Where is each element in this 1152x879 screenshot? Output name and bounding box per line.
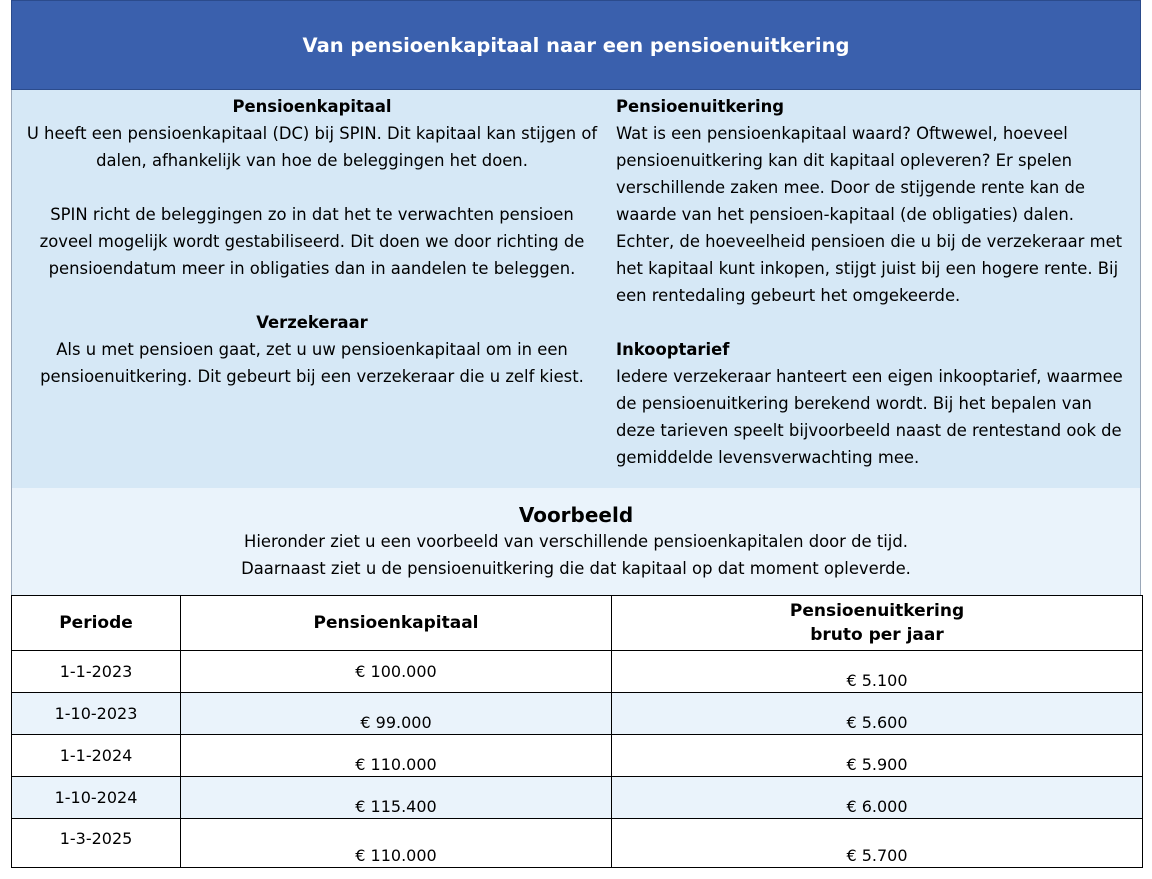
cell-uitkering: € 5.100	[612, 651, 1143, 693]
text-line: U heeft een pensioenkapitaal (DC) bij SPIN. Dit kapitaal kan stijgen of	[26, 124, 598, 143]
cell-uitkering: € 6.000	[612, 777, 1143, 819]
text-line: pensioenuitkering kan dit kapitaal opleveren? Er spelen	[616, 151, 1073, 170]
cell-periode: 1-3-2025	[12, 819, 181, 868]
title-bar	[11, 0, 1141, 90]
cell-kapitaal: € 100.000	[181, 651, 612, 693]
text-line: de pensioenuitkering berekend wordt. Bij het bepalen van	[616, 394, 1092, 413]
cell-kapitaal: € 110.000	[181, 735, 612, 777]
text-line: SPIN richt de beleggingen zo in dat het te verwachten pensioen	[50, 205, 574, 224]
left-column	[12, 93, 612, 390]
table-row	[12, 777, 1143, 819]
header-periode: Periode	[12, 596, 181, 651]
cell-kapitaal: € 99.000	[181, 693, 612, 735]
table-header-row	[12, 596, 1143, 651]
text-line: Als u met pensioen gaat, zet u uw pensioenkapitaal om in een	[56, 340, 568, 359]
heading-verzekeraar: Verzekeraar	[256, 313, 368, 332]
info-section	[11, 90, 1141, 488]
heading-pensioenkapitaal: Pensioenkapitaal	[232, 97, 392, 116]
text-line: het kapitaal kunt inkopen, stijgt juist bij een hogere rente. Bij	[616, 259, 1119, 278]
text-line: dalen, afhankelijk van hoe de beleggingen het doen.	[96, 151, 528, 170]
example-table	[11, 595, 1143, 868]
text-line: pensioendatum meer in obligaties dan in aandelen te beleggen.	[48, 259, 576, 278]
text-line: Echter, de hoeveelheid pensioen die u bij de verzekeraar met	[616, 232, 1123, 251]
text-line: deze tarieven speelt bijvoorbeeld naast de rentestand ook de	[616, 421, 1122, 440]
text-line: Iedere verzekeraar hanteert een eigen inkooptarief, waarmee	[616, 367, 1123, 386]
cell-uitkering: € 5.600	[612, 693, 1143, 735]
table-row	[12, 735, 1143, 777]
heading-inkooptarief: Inkooptarief	[616, 340, 730, 359]
cell-kapitaal: € 115.400	[181, 777, 612, 819]
cell-periode: 1-1-2024	[12, 735, 181, 777]
text-line: verschillende zaken mee. Door de stijgende rente kan de	[616, 178, 1085, 197]
header-uitkering-line2: bruto per jaar	[810, 625, 944, 645]
header-pensioenuitkering	[612, 596, 1143, 651]
cell-periode: 1-10-2024	[12, 777, 181, 819]
cell-periode: 1-10-2023	[12, 693, 181, 735]
example-line: Daarnaast ziet u de pensioenuitkering die dat kapitaal op dat moment opleverde.	[241, 559, 911, 578]
text-line: waarde van het pensioen-kapitaal (de obligaties) dalen.	[616, 205, 1074, 224]
header-uitkering-line1: Pensioenuitkering	[789, 601, 965, 621]
right-column	[616, 93, 1140, 471]
cell-uitkering: € 5.900	[612, 735, 1143, 777]
table-row	[12, 819, 1143, 868]
table-row	[12, 651, 1143, 693]
spreadsheet	[11, 0, 1141, 868]
text-line: zoveel mogelijk wordt gestabiliseerd. Dit doen we door richting de	[39, 232, 585, 251]
example-section	[11, 488, 1141, 595]
example-title: Voorbeeld	[518, 503, 634, 527]
text-line: pensioenuitkering. Dit gebeurt bij een verzekeraar die u zelf kiest.	[40, 367, 584, 386]
cell-uitkering: € 5.700	[612, 819, 1143, 868]
text-line: een rentedaling gebeurt het omgekeerde.	[616, 286, 961, 305]
text-line: Wat is een pensioenkapitaal waard? Oftwewel, hoeveel	[616, 124, 1068, 143]
example-line: Hieronder ziet u een voorbeeld van verschillende pensioenkapitalen door de tijd.	[244, 532, 908, 551]
table-row	[12, 693, 1143, 735]
page-title: Van pensioenkapitaal naar een pensioenuitkering	[302, 33, 850, 57]
header-pensioenkapitaal: Pensioenkapitaal	[181, 596, 612, 651]
text-line: gemiddelde levensverwachting mee.	[616, 448, 920, 467]
heading-pensioenuitkering: Pensioenuitkering	[616, 97, 785, 116]
cell-periode: 1-1-2023	[12, 651, 181, 693]
cell-kapitaal: € 110.000	[181, 819, 612, 868]
